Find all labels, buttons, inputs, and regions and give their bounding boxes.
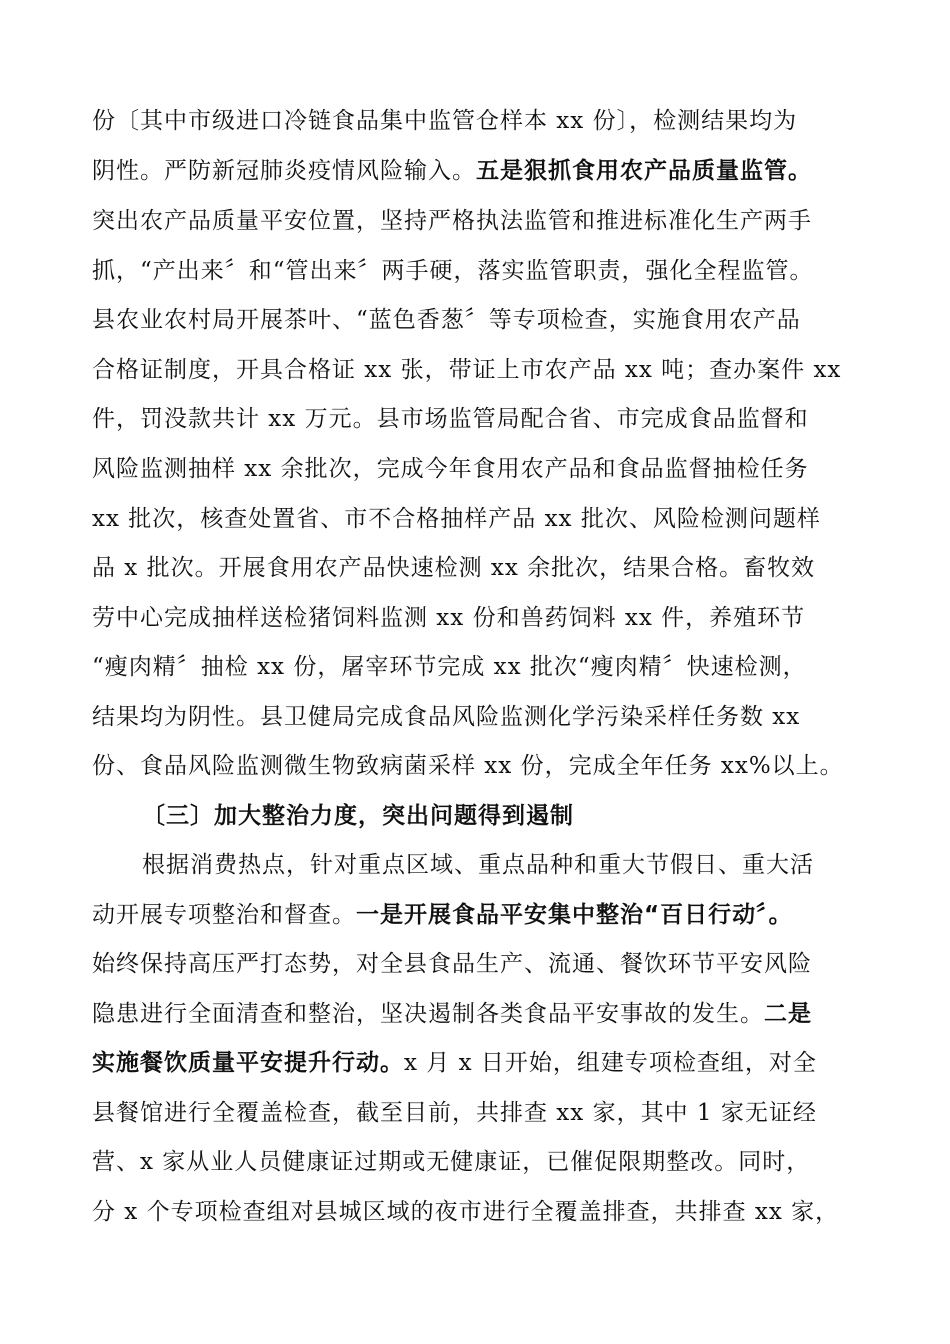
text-span: 阴性。严防新冠肺炎疫情风险输入。 bbox=[92, 158, 476, 184]
text-line: 结果均为阴性。县卫健局完成食品风险监测化学污染采样任务数 xx bbox=[92, 704, 801, 730]
text-line bbox=[92, 156, 812, 186]
text-line: 合格证制度，开具合格证 xx 张，带证上市农产品 xx 吨；查办案件 xx bbox=[92, 357, 842, 383]
text-line: 根据消费热点，针对重点区域、重点品种和重大节假日、重大活 bbox=[142, 852, 814, 878]
text-line: 县农业农村局开展茶叶、“蓝色香葱〞等专项检查，实施食用农产品 bbox=[92, 307, 801, 333]
text-line: 份、食品风险监测微生物致病菌采样 xx 份，完成全年任务 xx%以上。 bbox=[92, 753, 844, 779]
bold-point-five: 五是狠抓食用农产品质量监管。 bbox=[476, 158, 812, 184]
text-span: x 月 x 日开始，组建专项检查组，对全 bbox=[404, 1050, 817, 1076]
bold-point-one: 一是开展食品平安集中整治“百日行动〞。 bbox=[356, 902, 793, 928]
text-line: 品 x 批次。开展食用农产品快速检测 xx 余批次，结果合格。畜牧效 bbox=[92, 555, 816, 581]
bold-point-two-start: 二是 bbox=[764, 1001, 812, 1027]
text-span: 隐患进行全面清查和整治，坚决遏制各类食品平安事故的发生。 bbox=[92, 1001, 764, 1027]
text-line: xx 批次，核查处置省、市不合格抽样产品 xx 批次、风险检测问题样 bbox=[92, 506, 821, 532]
text-line bbox=[92, 1048, 817, 1078]
text-line: 始终保持高压严打态势，对全县食品生产、流通、餐饮环节平安风险 bbox=[92, 951, 812, 977]
text-line: 营、x 家从业人员健康证过期或无健康证，已催促限期整改。同时， bbox=[92, 1149, 811, 1175]
text-line bbox=[92, 900, 793, 930]
text-span: 动开展专项整治和督查。 bbox=[92, 902, 356, 928]
section-heading: 〔三〕加大整治力度，突出问题得到遏制 bbox=[142, 803, 574, 829]
text-line: 件，罚没款共计 xx 万元。县市场监管局配合省、市完成食品监督和 bbox=[92, 406, 809, 432]
text-line: 抓，“产出来〞和“管出来〞两手硬，落实监管职责，强化全程监管。 bbox=[92, 258, 814, 284]
text-line: 县餐馆进行全覆盖检查，截至目前，共排查 xx 家，其中 1 家无证经 bbox=[92, 1100, 817, 1126]
text-line: 劳中心完成抽样送检猪饲料监测 xx 份和兽药饲料 xx 件，养殖环节 bbox=[92, 605, 806, 631]
bold-point-two-end: 实施餐饮质量平安提升行动。 bbox=[92, 1050, 404, 1076]
text-line: “瘦肉精〞抽检 xx 份，屠宰环节完成 xx 批次“瘦肉精〞快速检测， bbox=[92, 654, 807, 680]
text-line: 份〔其中市级进口冷链食品集中监管仓样本 xx 份〕，检测结果均为 bbox=[92, 108, 798, 134]
text-line: 分 x 个专项检查组对县城区域的夜市进行全覆盖排查，共排查 xx 家， bbox=[92, 1199, 840, 1225]
text-line: 突出农产品质量平安位置，坚持严格执法监管和推进标准化生产两手 bbox=[92, 208, 812, 234]
text-line bbox=[92, 999, 812, 1029]
text-line: 风险监测抽样 xx 余批次，完成今年食用农产品和食品监督抽检任务 bbox=[92, 456, 809, 482]
